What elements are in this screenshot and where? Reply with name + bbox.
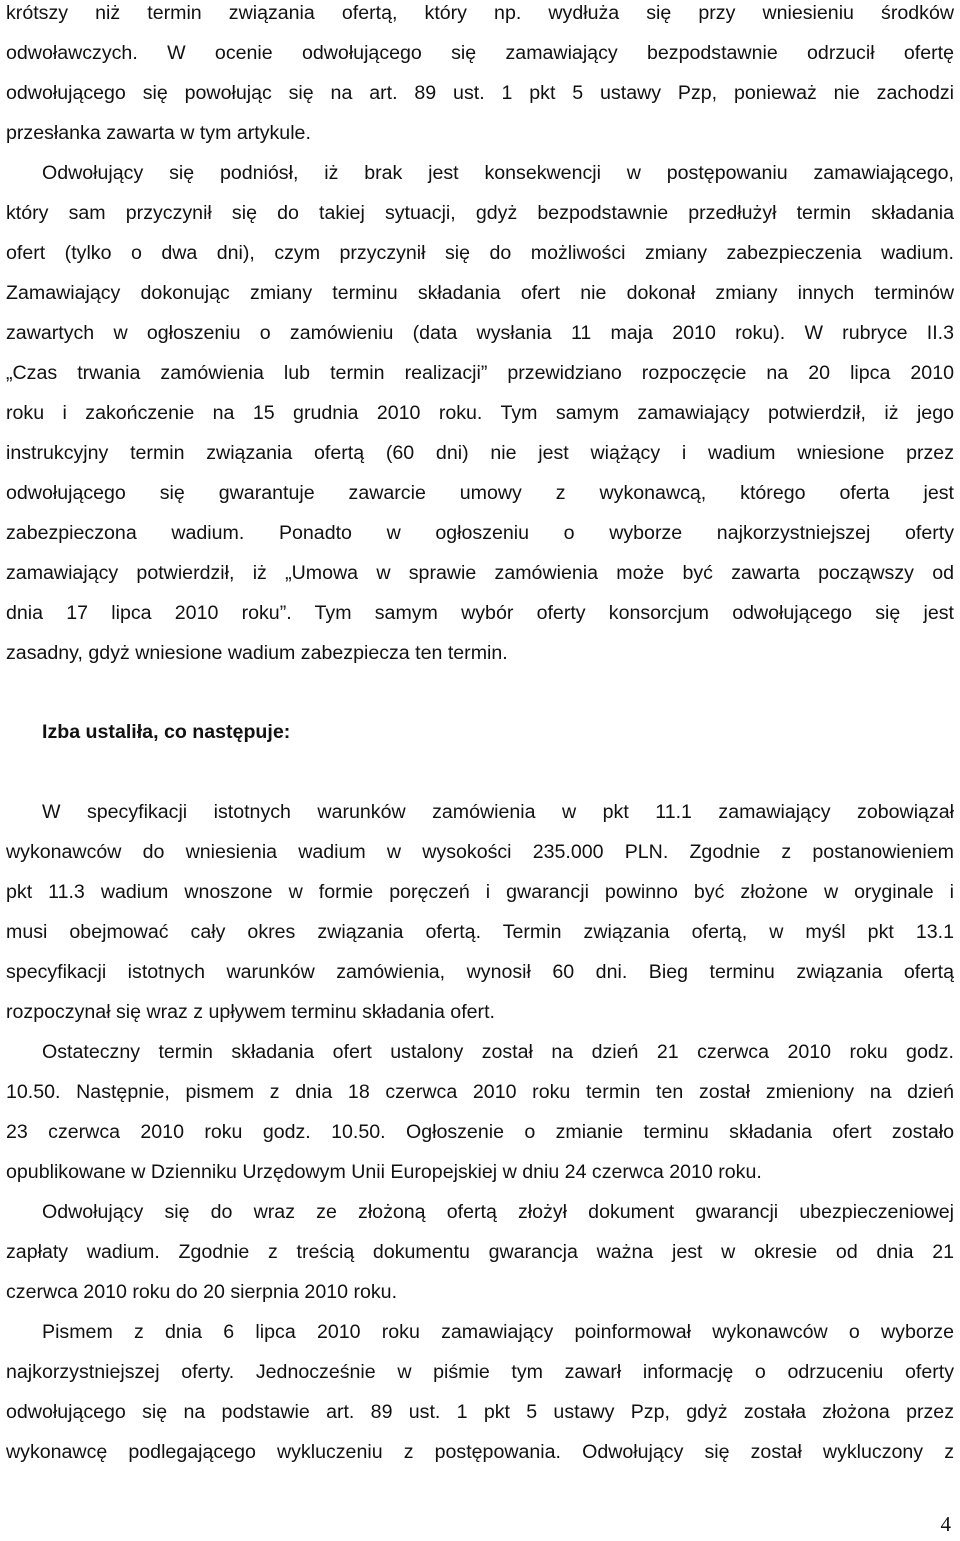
text-line: ofert (tylko o dwa dni), czym przyczynił się do możliwości zmiany zabezpieczenia wadium. xyxy=(6,242,954,264)
text-line: zawartych w ogłoszeniu o zamówieniu (data wysłania 11 maja 2010 roku). W rubryce II.3 xyxy=(6,322,954,344)
text-line: Zamawiający dokonując zmiany terminu składania ofert nie dokonał zmiany innych terminów xyxy=(6,282,954,304)
text-line: 23 czerwca 2010 roku godz. 10.50. Ogłoszenie o zmianie terminu składania ofert zostało xyxy=(6,1121,954,1143)
text-line: dnia 17 lipca 2010 roku”. Tym samym wybór oferty konsorcjum odwołującego się jest xyxy=(6,602,954,624)
text-line: odwołującego się powołując się na art. 89 ust. 1 pkt 5 ustawy Pzp, ponieważ nie zachodzi xyxy=(6,82,954,104)
text-line: zamawiający potwierdził, iż „Umowa w sprawie zamówienia może być zawarta począwszy od xyxy=(6,562,954,584)
text-line: specyfikacji istotnych warunków zamówienia, wynosił 60 dni. Bieg terminu związania ofertą xyxy=(6,961,954,983)
text-line: odwoławczych. W ocenie odwołującego się zamawiający bezpodstawnie odrzucił ofertę xyxy=(6,42,954,64)
text-line: wykonawców do wniesienia wadium w wysokości 235.000 PLN. Zgodnie z postanowieniem xyxy=(6,841,954,863)
paragraph-first-line: Odwołujący się podniósł, iż brak jest konsekwencji w postępowaniu zamawiającego, xyxy=(42,162,954,184)
text-line: zasadny, gdyż wniesione wadium zabezpiecza ten termin. xyxy=(6,642,508,664)
text-line: „Czas trwania zamówienia lub termin realizacji” przewidziano rozpoczęcie na 20 lipca 2010 xyxy=(6,362,954,384)
text-line: roku i zakończenie na 15 grudnia 2010 roku. Tym samym zamawiający potwierdził, iż jego xyxy=(6,402,954,424)
text-line: zapłaty wadium. Zgodnie z treścią dokumentu gwarancja ważna jest w okresie od dnia 21 xyxy=(6,1241,954,1263)
text-line: który sam przyczynił się do takiej sytuacji, gdyż bezpodstawnie przedłużył termin składania xyxy=(6,202,954,224)
section-heading: Izba ustaliła, co następuje: xyxy=(42,721,291,743)
page-number: 4 xyxy=(940,1512,951,1536)
paragraph-first-line: W specyfikacji istotnych warunków zamówienia w pkt 11.1 zamawiający zobowiązał xyxy=(42,801,954,823)
text-line: przesłanka zawarta w tym artykule. xyxy=(6,122,311,144)
text-line: 10.50. Następnie, pismem z dnia 18 czerwca 2010 roku termin ten został zmieniony na dzień xyxy=(6,1081,954,1103)
text-line: rozpoczynał się wraz z upływem terminu składania ofert. xyxy=(6,1001,495,1023)
text-line: opublikowane w Dzienniku Urzędowym Unii Europejskiej w dniu 24 czerwca 2010 roku. xyxy=(6,1161,762,1183)
text-line: musi obejmować cały okres związania ofertą. Termin związania ofertą, w myśl pkt 13.1 xyxy=(6,921,954,943)
text-line: odwołującego się na podstawie art. 89 ust. 1 pkt 5 ustawy Pzp, gdyż została złożona przez xyxy=(6,1401,954,1423)
paragraph-first-line: Pismem z dnia 6 lipca 2010 roku zamawiający poinformował wykonawców o wyborze xyxy=(42,1321,954,1343)
text-line: krótszy niż termin związania ofertą, który np. wydłuża się przy wniesieniu środków xyxy=(6,2,954,24)
text-line: czerwca 2010 roku do 20 sierpnia 2010 roku. xyxy=(6,1281,398,1303)
text-line: odwołującego się gwarantuje zawarcie umowy z wykonawcą, którego oferta jest xyxy=(6,482,954,504)
text-line: instrukcyjny termin związania ofertą (60 dni) nie jest wiążący i wadium wniesione przez xyxy=(6,442,954,464)
text-line: zabezpieczona wadium. Ponadto w ogłoszeniu o wyborze najkorzystniejszej oferty xyxy=(6,522,954,544)
text-line: wykonawcę podlegającego wykluczeniu z postępowania. Odwołujący się został wykluczony z xyxy=(6,1441,954,1463)
paragraph-first-line: Odwołujący się do wraz ze złożoną ofertą złożył dokument gwarancji ubezpieczeniowej xyxy=(42,1201,954,1223)
text-line: najkorzystniejszej oferty. Jednocześnie w piśmie tym zawarł informację o odrzuceniu oferty xyxy=(6,1361,954,1383)
text-line: pkt 11.3 wadium wnoszone w formie poręczeń i gwarancji powinno być złożone w oryginale i xyxy=(6,881,954,903)
paragraph-first-line: Ostateczny termin składania ofert ustalony został na dzień 21 czerwca 2010 roku godz. xyxy=(42,1041,954,1063)
